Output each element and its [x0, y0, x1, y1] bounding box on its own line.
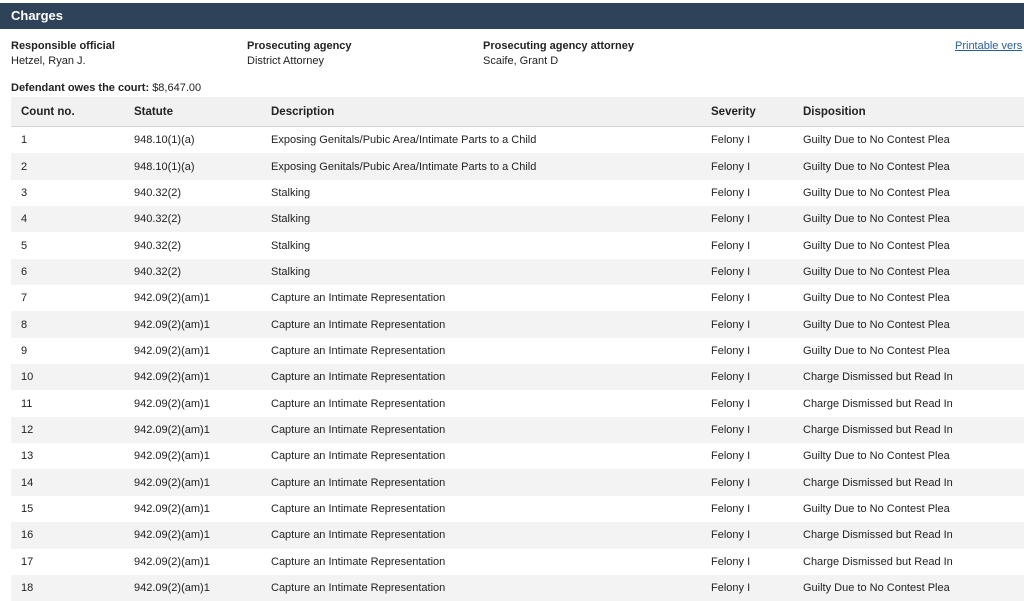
cell-count-no: 8	[11, 311, 134, 337]
cell-description: Capture an Intimate Representation	[271, 285, 711, 311]
header-statute[interactable]: Statute	[134, 97, 271, 127]
cell-description: Capture an Intimate Representation	[271, 443, 711, 469]
cell-statute: 940.32(2)	[134, 259, 271, 285]
table-row	[11, 285, 1024, 311]
header-severity[interactable]: Severity	[711, 97, 803, 127]
charges-header-row	[11, 97, 1024, 127]
table-row	[11, 522, 1024, 548]
cell-disposition: Guilty Due to No Contest Plea	[803, 153, 1024, 179]
cell-disposition: Guilty Due to No Contest Plea	[803, 259, 1024, 285]
cell-disposition: Charge Dismissed but Read In	[803, 522, 1024, 548]
cell-disposition: Charge Dismissed but Read In	[803, 390, 1024, 416]
cell-severity: Felony I	[711, 469, 803, 495]
cell-severity: Felony I	[711, 180, 803, 206]
cell-statute: 942.09(2)(am)1	[134, 285, 271, 311]
cell-count-no: 3	[11, 180, 134, 206]
cell-statute: 942.09(2)(am)1	[134, 364, 271, 390]
cell-severity: Felony I	[711, 285, 803, 311]
cell-count-no: 2	[11, 153, 134, 179]
prosecuting-agency-label: Prosecuting agency	[247, 39, 352, 54]
cell-severity: Felony I	[711, 311, 803, 337]
table-row	[11, 206, 1024, 232]
cell-count-no: 16	[11, 522, 134, 548]
cell-severity: Felony I	[711, 496, 803, 522]
cell-description: Stalking	[271, 206, 711, 232]
table-row	[11, 364, 1024, 390]
cell-severity: Felony I	[711, 364, 803, 390]
cell-severity: Felony I	[711, 232, 803, 258]
cell-count-no: 11	[11, 390, 134, 416]
cell-count-no: 10	[11, 364, 134, 390]
table-row	[11, 390, 1024, 416]
prosecuting-attorney-value: Scaife, Grant D	[483, 54, 634, 69]
cell-count-no: 1	[11, 127, 134, 154]
cell-description: Exposing Genitals/Pubic Area/Intimate Parts to a Child	[271, 127, 711, 154]
cell-description: Stalking	[271, 180, 711, 206]
table-row	[11, 259, 1024, 285]
cell-disposition: Charge Dismissed but Read In	[803, 417, 1024, 443]
table-row	[11, 180, 1024, 206]
table-row	[11, 153, 1024, 179]
cell-statute: 942.09(2)(am)1	[134, 469, 271, 495]
cell-description: Capture an Intimate Representation	[271, 311, 711, 337]
cell-count-no: 12	[11, 417, 134, 443]
cell-statute: 942.09(2)(am)1	[134, 390, 271, 416]
cell-description: Capture an Intimate Representation	[271, 364, 711, 390]
table-row	[11, 417, 1024, 443]
table-row	[11, 469, 1024, 495]
table-row	[11, 338, 1024, 364]
cell-severity: Felony I	[711, 338, 803, 364]
table-row	[11, 575, 1024, 601]
header-disposition[interactable]: Disposition	[803, 97, 1024, 127]
cell-statute: 948.10(1)(a)	[134, 153, 271, 179]
cell-statute: 942.09(2)(am)1	[134, 338, 271, 364]
charges-table-body	[11, 127, 1024, 601]
table-row	[11, 549, 1024, 575]
header-count-no[interactable]: Count no.	[11, 97, 134, 127]
table-row	[11, 127, 1024, 154]
cell-count-no: 9	[11, 338, 134, 364]
cell-description: Capture an Intimate Representation	[271, 469, 711, 495]
cell-statute: 942.09(2)(am)1	[134, 496, 271, 522]
amount-owed-label: Defendant owes the court:	[11, 82, 149, 94]
cell-disposition: Guilty Due to No Contest Plea	[803, 496, 1024, 522]
cell-statute: 942.09(2)(am)1	[134, 443, 271, 469]
cell-count-no: 5	[11, 232, 134, 258]
cell-severity: Felony I	[711, 417, 803, 443]
responsible-official-value: Hetzel, Ryan J.	[11, 54, 115, 69]
amount-owed-value: $8,647.00	[152, 82, 201, 94]
cell-disposition: Charge Dismissed but Read In	[803, 469, 1024, 495]
cell-disposition: Guilty Due to No Contest Plea	[803, 443, 1024, 469]
cell-count-no: 15	[11, 496, 134, 522]
cell-description: Capture an Intimate Representation	[271, 575, 711, 601]
amount-owed	[11, 81, 201, 95]
prosecuting-agency-value: District Attorney	[247, 54, 352, 69]
cell-statute: 940.32(2)	[134, 180, 271, 206]
cell-disposition: Guilty Due to No Contest Plea	[803, 127, 1024, 154]
responsible-official	[11, 39, 115, 69]
cell-disposition: Guilty Due to No Contest Plea	[803, 575, 1024, 601]
cell-severity: Felony I	[711, 443, 803, 469]
cell-count-no: 14	[11, 469, 134, 495]
cell-statute: 942.09(2)(am)1	[134, 575, 271, 601]
cell-description: Stalking	[271, 232, 711, 258]
cell-statute: 942.09(2)(am)1	[134, 522, 271, 548]
cell-statute: 942.09(2)(am)1	[134, 417, 271, 443]
prosecuting-attorney-label: Prosecuting agency attorney	[483, 39, 634, 54]
cell-severity: Felony I	[711, 575, 803, 601]
table-row	[11, 496, 1024, 522]
cell-statute: 942.09(2)(am)1	[134, 549, 271, 575]
cell-statute: 940.32(2)	[134, 206, 271, 232]
cell-disposition: Guilty Due to No Contest Plea	[803, 232, 1024, 258]
cell-count-no: 4	[11, 206, 134, 232]
cell-severity: Felony I	[711, 390, 803, 416]
section-title: Charges	[11, 8, 63, 23]
cell-statute: 942.09(2)(am)1	[134, 311, 271, 337]
table-row	[11, 232, 1024, 258]
cell-description: Capture an Intimate Representation	[271, 417, 711, 443]
cell-count-no: 18	[11, 575, 134, 601]
responsible-official-label: Responsible official	[11, 39, 115, 54]
cell-disposition: Guilty Due to No Contest Plea	[803, 206, 1024, 232]
table-row	[11, 311, 1024, 337]
cell-count-no: 17	[11, 549, 134, 575]
cell-description: Capture an Intimate Representation	[271, 338, 711, 364]
cell-count-no: 6	[11, 259, 134, 285]
cell-count-no: 7	[11, 285, 134, 311]
prosecuting-attorney	[483, 39, 634, 69]
cell-description: Stalking	[271, 259, 711, 285]
cell-disposition: Guilty Due to No Contest Plea	[803, 285, 1024, 311]
cell-disposition: Guilty Due to No Contest Plea	[803, 338, 1024, 364]
cell-severity: Felony I	[711, 153, 803, 179]
cell-severity: Felony I	[711, 522, 803, 548]
cell-description: Capture an Intimate Representation	[271, 390, 711, 416]
section-header	[0, 3, 1024, 29]
printable-version-link[interactable]: Printable vers	[955, 40, 1022, 52]
table-row	[11, 443, 1024, 469]
case-info-row	[0, 39, 1024, 71]
cell-description: Exposing Genitals/Pubic Area/Intimate Parts to a Child	[271, 153, 711, 179]
cell-description: Capture an Intimate Representation	[271, 522, 711, 548]
cell-description: Capture an Intimate Representation	[271, 549, 711, 575]
prosecuting-agency	[247, 39, 352, 69]
charges-table	[11, 97, 1024, 601]
cell-severity: Felony I	[711, 259, 803, 285]
cell-severity: Felony I	[711, 206, 803, 232]
cell-severity: Felony I	[711, 127, 803, 154]
cell-disposition: Guilty Due to No Contest Plea	[803, 180, 1024, 206]
cell-statute: 948.10(1)(a)	[134, 127, 271, 154]
cell-severity: Felony I	[711, 549, 803, 575]
cell-count-no: 13	[11, 443, 134, 469]
cell-disposition: Charge Dismissed but Read In	[803, 364, 1024, 390]
cell-statute: 940.32(2)	[134, 232, 271, 258]
cell-disposition: Charge Dismissed but Read In	[803, 549, 1024, 575]
cell-description: Capture an Intimate Representation	[271, 496, 711, 522]
cell-disposition: Guilty Due to No Contest Plea	[803, 311, 1024, 337]
header-description[interactable]: Description	[271, 97, 711, 127]
